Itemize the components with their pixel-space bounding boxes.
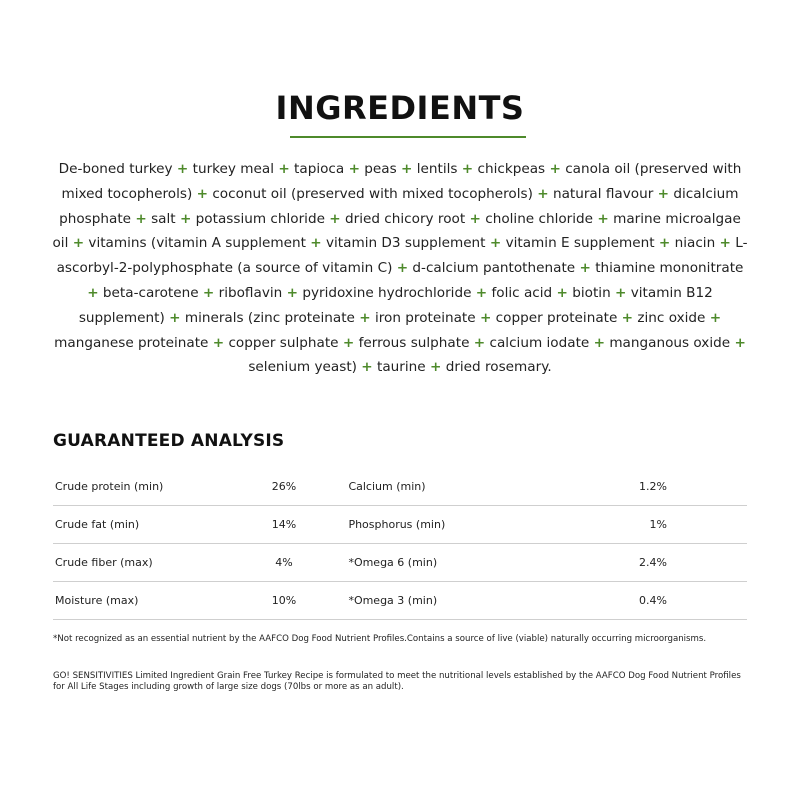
ingredient-item: folic acid (491, 284, 553, 301)
plus-separator: + (621, 309, 634, 326)
plus-separator: + (179, 210, 192, 227)
ingredient-item: copper sulphate (228, 334, 339, 351)
plus-separator: + (489, 235, 502, 252)
ingredient-item: selenium yeast) (248, 359, 357, 376)
plus-separator: + (310, 235, 322, 252)
table-row (53, 544, 747, 582)
ingredient-item: calcium iodate (489, 334, 590, 351)
ingredient-item: vitamin B12 supplement) (78, 284, 713, 326)
ingredient-item: iron proteinate (374, 309, 476, 326)
nutrient-label: Crude fat (min) (53, 506, 257, 544)
plus-separator: + (176, 161, 189, 177)
ingredient-item: tapioca (294, 161, 345, 177)
plus-separator: + (196, 185, 208, 202)
ingredient-item: peas (364, 161, 397, 177)
nutrient-value: 10% (257, 582, 312, 620)
ingredient-item: turkey meal (192, 161, 274, 177)
plus-separator: + (202, 284, 215, 301)
plus-separator: + (212, 334, 225, 351)
plus-separator: + (359, 309, 371, 326)
plus-separator: + (342, 334, 355, 351)
ingredient-item: riboflavin (218, 284, 283, 301)
ingredients-title: INGREDIENTS (275, 89, 525, 127)
nutrient-label: Crude protein (min) (53, 468, 257, 506)
ingredient-item: taurine (377, 359, 426, 376)
nutrient-label: *Omega 6 (min) (348, 544, 519, 582)
ingredient-item: lentils (416, 161, 458, 177)
ingredient-item: De-boned turkey (58, 161, 173, 177)
plus-separator: + (734, 334, 746, 351)
plus-separator: + (473, 334, 486, 351)
guaranteed-analysis-heading: GUARANTEED ANALYSIS (53, 431, 285, 451)
plus-separator: + (709, 309, 722, 326)
ingredient-item: dicalcium phosphate (59, 185, 739, 227)
plus-separator: + (396, 260, 409, 277)
nutrient-value: 1% (519, 506, 747, 544)
ingredient-item: dried chicory root (345, 210, 466, 227)
ingredient-item: vitamin E supplement (505, 235, 655, 252)
ingredients-list (50, 157, 750, 380)
ingredient-item: natural flavour (552, 185, 654, 202)
nutrient-label: *Omega 3 (min) (348, 582, 519, 620)
ingredient-item: vitamin D3 supplement (325, 235, 486, 252)
ingredient-item: vitamins (vitamin A supplement (88, 235, 306, 252)
plus-separator: + (615, 284, 627, 301)
table-row (53, 468, 747, 506)
ingredient-item: L-ascorbyl-2-polyphosphate (a source of vitamin C) (56, 235, 748, 277)
nutrient-label: Calcium (min) (348, 468, 519, 506)
ingredient-item: coconut oil (preserved with mixed tocopherols) (212, 185, 533, 202)
plus-separator: + (429, 359, 442, 376)
nutrient-label: Phosphorus (min) (348, 506, 519, 544)
plus-separator: + (401, 161, 413, 177)
plus-separator: + (72, 235, 85, 252)
ingredient-item: manganese proteinate (54, 334, 209, 351)
ingredient-item: pyridoxine hydrochloride (302, 284, 472, 301)
nutrient-value: 0.4% (519, 582, 747, 620)
plus-separator: + (475, 284, 488, 301)
nutrient-value: 26% (257, 468, 312, 506)
ingredient-item: manganous oxide (609, 334, 731, 351)
ingredient-item: choline chloride (485, 210, 594, 227)
plus-separator: + (537, 185, 549, 202)
plus-separator: + (579, 260, 591, 277)
ingredient-item: minerals (zinc proteinate (184, 309, 355, 326)
plus-separator: + (329, 210, 341, 227)
plus-separator: + (361, 359, 373, 376)
ingredient-item: salt (151, 210, 176, 227)
ingredient-item: chickpeas (477, 161, 546, 177)
plus-separator: + (658, 235, 671, 252)
table-row (53, 582, 747, 620)
plus-separator: + (469, 210, 481, 227)
table-row (53, 506, 747, 544)
ingredient-item: ferrous sulphate (358, 334, 470, 351)
plus-separator: + (169, 309, 181, 326)
ingredient-item: dried rosemary. (445, 359, 552, 376)
plus-separator: + (479, 309, 492, 326)
footnote: *Not recognized as an essential nutrient by the AAFCO Dog Food Nutrient Profiles.Contains a source of live (viable) naturally occurring microorganisms. (53, 634, 707, 644)
nutrient-value: 14% (257, 506, 312, 544)
plus-separator: + (348, 161, 360, 177)
ingredient-item: canola oil (preserved with mixed tocopherols) (61, 161, 742, 202)
title-underline (290, 136, 526, 138)
ingredient-item: beta-carotene (102, 284, 199, 301)
plus-separator: + (135, 210, 147, 227)
ingredient-item: potassium chloride (195, 210, 325, 227)
plus-separator: + (597, 210, 609, 227)
nutrient-value: 2.4% (519, 544, 747, 582)
plus-separator: + (461, 161, 474, 177)
nutrient-value: 4% (257, 544, 312, 582)
ingredient-item: niacin (674, 235, 716, 252)
nutrient-label: Moisture (max) (53, 582, 257, 620)
plus-separator: + (593, 334, 605, 351)
guaranteed-analysis-table (53, 468, 747, 620)
ingredient-item: d-calcium pantothenate (412, 260, 576, 277)
plus-separator: + (549, 161, 561, 177)
plus-separator: + (286, 284, 298, 301)
plus-separator: + (719, 235, 731, 252)
nutrient-value: 1.2% (519, 468, 747, 506)
aafco-statement: GO! SENSITIVITIES Limited Ingredient Grain Free Turkey Recipe is formulated to meet the nutritional levels established by the AAFCO Dog Food Nutrient Profiles for All Life Stages including growth of large size dogs (70lbs or more as an adult). (53, 671, 741, 692)
plus-separator: + (657, 185, 670, 202)
plus-separator: + (278, 161, 290, 177)
nutrient-label: Crude fiber (max) (53, 544, 257, 582)
ingredient-item: thiamine mononitrate (595, 260, 744, 277)
plus-separator: + (556, 284, 568, 301)
ingredient-item: biotin (572, 284, 611, 301)
ingredient-item: zinc oxide (637, 309, 706, 326)
ingredient-item: marine microalgae oil (52, 210, 741, 252)
ingredient-item: copper proteinate (495, 309, 618, 326)
plus-separator: + (87, 284, 99, 301)
